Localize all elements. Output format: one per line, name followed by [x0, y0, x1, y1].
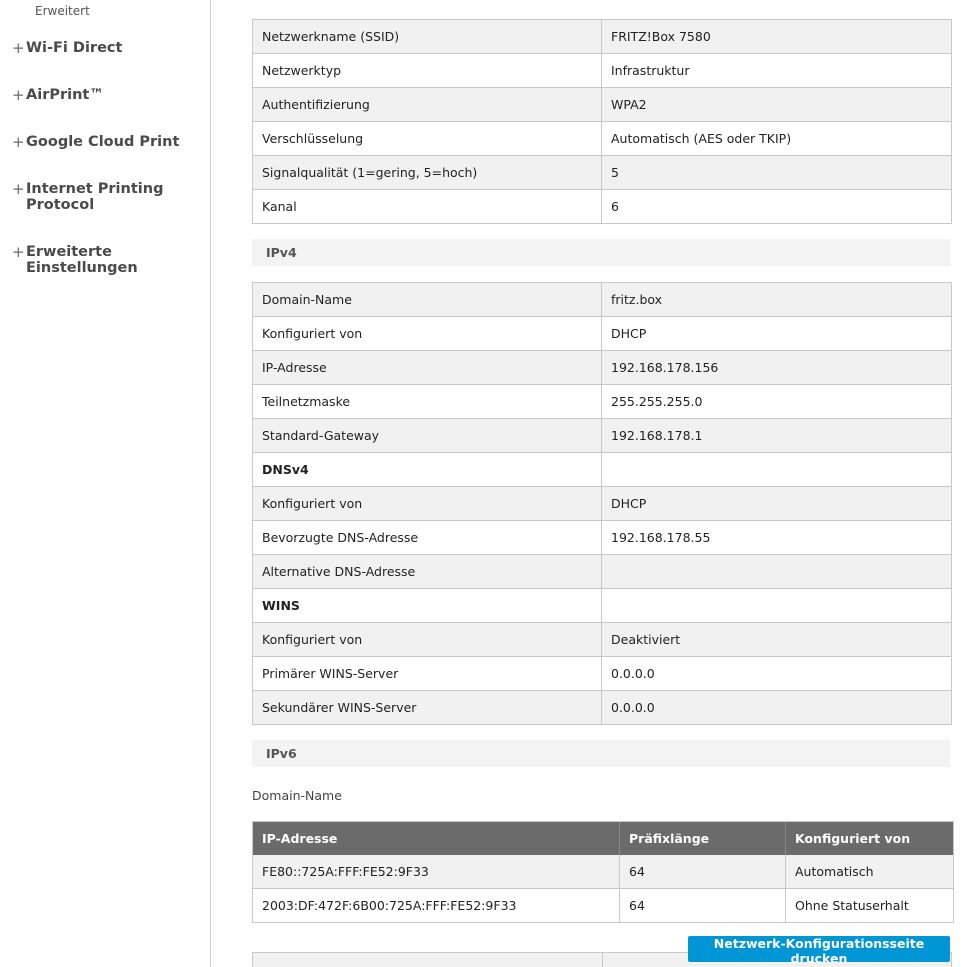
sidebar-item-label: Wi-Fi Direct	[26, 40, 123, 56]
sidebar-item-airprint[interactable]	[12, 87, 202, 103]
row-value: WPA2	[611, 97, 647, 112]
sidebar	[0, 0, 211, 967]
sidebar-item-label	[26, 181, 163, 213]
table-header-row	[253, 822, 953, 855]
table-row	[253, 855, 953, 889]
main-content	[212, 0, 966, 967]
ipv4-table	[252, 282, 952, 725]
row-value: Automatisch (AES oder TKIP)	[611, 131, 792, 146]
column-header-prefix-length: Präfixlänge	[620, 822, 786, 855]
row-label: Alternative DNS-Adresse	[253, 555, 602, 588]
row-value	[602, 453, 951, 486]
row-label: Signalqualität (1=gering, 5=hoch)	[253, 156, 602, 189]
row-value: 192.168.178.156	[611, 360, 719, 375]
wins-subheading: WINS	[253, 589, 602, 622]
table-row	[253, 122, 951, 156]
expand-plus-icon: +	[12, 180, 25, 198]
row-value: Deaktiviert	[611, 632, 681, 647]
table-row	[253, 589, 951, 623]
prefix-length-cell: 64	[620, 855, 786, 888]
table-row	[253, 283, 951, 317]
expand-plus-icon: +	[12, 243, 25, 261]
configured-by-cell: Ohne Statuserhalt	[795, 898, 909, 913]
sidebar-item-label-line: Internet Printing	[26, 181, 164, 197]
expand-plus-icon: +	[12, 133, 25, 151]
column-header-configured-by: Konfiguriert von	[795, 831, 911, 846]
ip-address-cell: 2003:DF:472F:6B00:725A:FFF:FE52:9F33	[253, 889, 620, 922]
row-value: DHCP	[611, 326, 647, 341]
table-row	[253, 555, 951, 589]
sidebar-item-wifi-direct[interactable]	[12, 40, 202, 56]
row-label: Sekundärer WINS-Server	[253, 691, 602, 724]
row-label: Domain-Name	[253, 283, 602, 316]
row-value	[602, 555, 951, 588]
row-value: FRITZ!Box 7580	[611, 29, 711, 44]
table-row	[253, 88, 951, 122]
sidebar-item-label-line: Erweiterte	[26, 244, 112, 260]
row-label: Bevorzugte DNS-Adresse	[253, 521, 602, 554]
table-row	[253, 156, 951, 190]
ipv4-section-title: IPv4	[252, 239, 950, 266]
sidebar-item-erweiterte-einstellungen[interactable]	[12, 244, 202, 276]
table-row	[253, 487, 951, 521]
row-label: Authentifizierung	[253, 88, 602, 121]
table-row	[253, 54, 951, 88]
row-value: Infrastruktur	[611, 63, 690, 78]
table-row	[253, 453, 951, 487]
ipv6-domain-name-label: Domain-Name	[252, 788, 342, 803]
row-label: Primärer WINS-Server	[253, 657, 602, 690]
row-label: Kanal	[253, 190, 602, 223]
table-row	[253, 521, 951, 555]
row-label: IP-Adresse	[253, 351, 602, 384]
row-value: fritz.box	[611, 292, 663, 307]
row-label: Konfiguriert von	[253, 487, 602, 520]
row-value: DHCP	[611, 496, 647, 511]
sidebar-item-label	[26, 244, 138, 276]
row-label: Teilnetzmaske	[253, 385, 602, 418]
configured-by-cell: Automatisch	[795, 864, 874, 879]
row-label: Netzwerktyp	[253, 54, 602, 87]
table-row	[253, 20, 951, 54]
sidebar-subitem-erweitert[interactable]: Erweitert	[35, 4, 90, 18]
table-row	[253, 657, 951, 691]
table-row	[253, 385, 951, 419]
expand-plus-icon: +	[12, 39, 25, 57]
sidebar-item-label-line: Protocol	[26, 197, 95, 213]
dnsv4-subheading: DNSv4	[253, 453, 602, 486]
prefix-length-cell: 64	[620, 889, 786, 922]
sidebar-item-label: AirPrint™	[26, 87, 104, 103]
table-row	[253, 317, 951, 351]
ipv6-section-title: IPv6	[252, 740, 950, 767]
column-header-ip-address: IP-Adresse	[253, 822, 620, 855]
row-value: 5	[611, 165, 619, 180]
ip-address-cell: FE80::725A:FFF:FE52:9F33	[253, 855, 620, 888]
partial-cell	[253, 953, 603, 967]
sidebar-item-google-cloud-print[interactable]	[12, 134, 202, 150]
table-row	[253, 691, 951, 725]
sidebar-item-label-line: Einstellungen	[26, 260, 138, 276]
table-row	[253, 351, 951, 385]
ipv6-address-table	[252, 821, 954, 923]
sidebar-item-internet-printing-protocol[interactable]	[12, 181, 202, 213]
row-value	[602, 589, 951, 622]
wireless-table	[252, 19, 952, 224]
table-row	[253, 623, 951, 657]
row-value: 192.168.178.55	[611, 530, 711, 545]
row-label: Verschlüsselung	[253, 122, 602, 155]
row-label: Konfiguriert von	[253, 317, 602, 350]
row-label: Konfiguriert von	[253, 623, 602, 656]
table-row	[253, 889, 953, 923]
expand-plus-icon: +	[12, 86, 25, 104]
row-label: Standard-Gateway	[253, 419, 602, 452]
print-network-config-button[interactable]: Netzwerk-Konfigurationsseite drucken	[688, 936, 950, 962]
row-value: 255.255.255.0	[611, 394, 703, 409]
row-value: 0.0.0.0	[611, 666, 655, 681]
row-value: 0.0.0.0	[611, 700, 655, 715]
table-row	[253, 419, 951, 453]
row-value: 6	[611, 199, 619, 214]
sidebar-item-label: Google Cloud Print	[26, 134, 180, 150]
table-row	[253, 190, 951, 224]
row-label: Netzwerkname (SSID)	[253, 20, 602, 53]
row-value: 192.168.178.1	[611, 428, 703, 443]
